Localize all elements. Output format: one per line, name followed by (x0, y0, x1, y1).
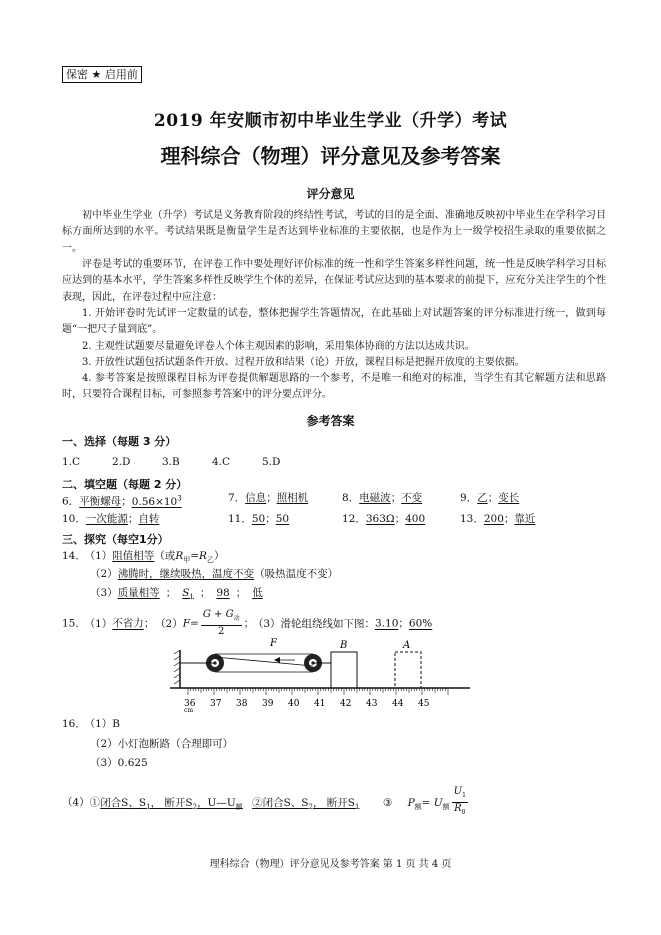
separator: ； (398, 617, 409, 630)
question-14-part-2 (90, 567, 338, 581)
separator: ； (143, 617, 155, 630)
answer-9b: 变长 (498, 492, 520, 504)
step-2-open: ， 断开S (312, 796, 355, 809)
symbol-r: R (199, 550, 207, 562)
part-label: （1） (89, 617, 113, 630)
question-number: 15． (62, 617, 86, 630)
opinion-paragraph-4: 2. 主观性试题要尽量避免评卷人个体主观因素的影响，采用集体协商的方法以达成共识。 (82, 341, 475, 352)
answer-14-3b: S (182, 587, 190, 599)
question-number: 16． (62, 718, 86, 730)
choice-answer-3: 3.B (162, 456, 180, 468)
part-label: （2） (160, 617, 183, 630)
fraction-numerator: G + G (202, 609, 234, 620)
pulley-diagram (170, 634, 470, 712)
answer-15-3b: 60% (408, 617, 433, 630)
section-3-title: 三、探究（每空1分） (62, 533, 169, 546)
part-label: （1） (89, 550, 113, 562)
question-16-part-3: （3）0.625 (90, 757, 148, 769)
answer-6a: 平衡螺母 (79, 495, 122, 508)
question-number: 8． (342, 492, 360, 504)
opinion-paragraph-2: 评卷是考试的重要环节，在评卷工作中要处理好评价标准的统一性和学生答案多样性问题，统一性是反映学科学习目标应达到的基本水平，学生答案多样性反映学生个体的差异，在保证考试应达到的基本要求的前提下，应充分关注学生的个性表现，因此，在评卷过程中应注意： (62, 259, 606, 303)
fill-answer-7 (228, 491, 308, 505)
answers-heading: 参考答案 (306, 414, 355, 428)
answer-10a: 一次能源 (85, 513, 128, 525)
opinion-paragraph-5: 3. 开放性试题包括试题条件开放、过程开放和结果（论）开放，课程目标是把握开放度的主要依据。 (82, 357, 525, 368)
question-14-part-3 (90, 586, 263, 604)
opinion-paragraph-3: 1. 开始评卷时先试评一定数量的试卷，整体把握学生答题情况，在此基础上对试题答案的评分标准进行统一，做到每题“一把尺子量到底”。 (62, 308, 606, 336)
ruler-label-45: 45 (418, 699, 430, 709)
step-2: ②闭合S、S (252, 796, 309, 809)
ruler-label-37: 37 (210, 699, 222, 709)
separator: ； (199, 587, 211, 599)
equals: = (190, 550, 200, 562)
subscript: 1 (462, 792, 466, 799)
part-label: （2） (90, 568, 118, 580)
answer-12a: 363Ω (365, 513, 395, 525)
block-a (395, 652, 421, 688)
block-a-label: A (403, 640, 411, 651)
symbol-r: R (175, 550, 184, 562)
question-number: 12． (342, 513, 366, 525)
subscript: 2 (308, 802, 313, 811)
answer-13a: 200 (483, 513, 504, 525)
power-fraction (452, 786, 468, 819)
formula-lhs: F= (182, 617, 199, 630)
question-number: 10． (62, 513, 86, 525)
answer-6b-exponent: 3 (177, 494, 182, 502)
subscript: 额 (442, 802, 450, 811)
subscript: 额 (235, 802, 243, 811)
section-2-title: 二、填空题（每题 2 分） (62, 478, 188, 491)
answer-14-3d: 低 (252, 587, 263, 599)
question-number: 13． (460, 513, 484, 525)
step-1-mid: 、S (128, 796, 147, 809)
force-label: F (270, 638, 277, 649)
answer-13b: 靠近 (514, 513, 536, 525)
block-b-label: B (340, 640, 348, 651)
ruler-label-41: 41 (314, 699, 326, 709)
fraction-numerator: U (453, 786, 463, 797)
part-label: （4）① (62, 796, 101, 809)
answer-14-1: 阻值相等 (112, 550, 155, 562)
answer-12b: 400 (405, 513, 426, 525)
subscript: 额 (414, 802, 422, 811)
answer-11a: 50 (251, 513, 266, 525)
fraction-denominator: 2 (218, 626, 225, 637)
separator: ； (127, 513, 139, 525)
step-1-open: ， 断开S (150, 796, 193, 809)
fill-answer-9 (460, 491, 519, 505)
opinion-paragraph-6: 4. 参考答案是按照课程目标为评卷提供解题思路的一个参考，不是唯一和绝对的标准，当学生有其它解题方法和思路时，只要符合课程目标，可参照参考答案中的评分要点评分。 (62, 373, 606, 401)
ruler-label-39: 39 (262, 699, 274, 709)
fraction-denominator: R (454, 803, 462, 814)
answer-14-3a: 质量相等 (117, 587, 160, 599)
question-number: 7． (228, 492, 246, 504)
separator: ； (121, 495, 132, 508)
answer-7b: 照相机 (276, 492, 309, 504)
fill-answer-13 (460, 512, 535, 526)
subscript: 动 (233, 615, 240, 622)
separator: ； (243, 617, 255, 630)
choice-answer-5: 5.D (262, 456, 281, 468)
alt-answer: （吸热温度不变） (254, 568, 339, 580)
answer-10b: 自转 (138, 513, 160, 525)
subscript: 0 (461, 809, 466, 816)
block-b (331, 652, 357, 688)
answer-14-2: 沸腾时，继续吸热，温度不变 (117, 568, 255, 580)
subscript: 1 (355, 802, 360, 811)
choice-answer-2: 2.D (112, 456, 131, 468)
choice-answer-1: 1.C (62, 456, 81, 468)
step-3-marker: ③ (382, 796, 393, 809)
separator: ； (165, 587, 177, 599)
step-1-voltage: ，U—U (197, 796, 236, 809)
page-footer: 理科综合（物理）评分意见及参考答案 第 1 页 共 4 页 (209, 859, 452, 870)
alt-open: （或 (154, 550, 176, 562)
ruler-label-38: 38 (236, 699, 248, 709)
confidential-label: 保密 ★ 启用前 (62, 66, 142, 83)
fill-answer-6 (62, 491, 182, 509)
separator: ； (487, 492, 499, 504)
question-number: 14． (62, 550, 86, 562)
part-label: （3） (90, 587, 118, 599)
ruler-label-36: 36 (184, 699, 196, 709)
subscript: 1 (146, 802, 151, 811)
answer-6b: 0.56×10 (131, 495, 178, 508)
question-number: 6． (62, 495, 80, 508)
power-equals: = U (421, 796, 443, 809)
answer-8a: 电磁波 (359, 492, 391, 504)
subscript: 1 (189, 593, 194, 602)
ruler-label-44: 44 (392, 699, 404, 709)
answer-14-3c: 98 (216, 587, 230, 599)
choice-answer-4: 4.C (212, 456, 231, 468)
alt-close: ） (213, 550, 225, 562)
question-number: 11． (228, 513, 252, 525)
exam-title: 2019 年安顺市初中毕业生学业（升学）考试 (153, 111, 508, 131)
separator: ； (390, 492, 402, 504)
separator: ； (394, 513, 406, 525)
opinion-heading: 评分意见 (306, 187, 355, 201)
question-14-part-1 (62, 549, 224, 567)
answer-8b: 不变 (401, 492, 423, 504)
ruler-label-43: 43 (366, 699, 378, 709)
question-16-part-4 (62, 786, 470, 819)
answer-11b: 50 (275, 513, 290, 525)
separator: ； (503, 513, 515, 525)
part-label: （3）滑轮组绕线如下图： (258, 617, 376, 630)
question-16-part-1 (62, 717, 120, 731)
subscript: 2 (192, 802, 198, 811)
ruler-label-40: 40 (288, 699, 300, 709)
fill-answer-8 (342, 491, 422, 505)
subscript: 乙 (206, 556, 214, 565)
ruler-unit: cm (184, 707, 194, 712)
power-symbol: P (407, 796, 415, 809)
answer-7a: 信息 (245, 492, 267, 504)
separator: ； (266, 492, 277, 504)
question-number: 9． (460, 492, 478, 504)
fill-answer-12 (342, 512, 425, 526)
question-16-part-2: （2）小灯泡断路（合理即可） (90, 738, 234, 750)
answer-16-1: （1）B (89, 718, 121, 730)
separator: ； (265, 513, 276, 525)
answer-15-1: 不省力 (112, 617, 144, 630)
answer-9a: 乙 (477, 492, 488, 504)
document-subtitle: 理科综合（物理）评分意见及参考答案 (160, 144, 501, 168)
fill-answer-11 (228, 512, 289, 526)
step-1: 闭合S (100, 796, 129, 809)
fill-answer-10 (62, 512, 159, 526)
section-1-title: 一、选择（每题 3 分） (62, 435, 177, 448)
ruler-label-42: 42 (340, 699, 352, 709)
separator: ； (235, 587, 247, 599)
opinion-paragraph-1: 初中毕业生学业（升学）考试是义务教育阶段的终结性考试，考试的目的是全面、准确地反映初中毕业生在学科学习目标方面所达到的水平。考试结果既是衡量学生是否达到毕业标准的主要依据，也是作为上一级学校招生录取的重要依据之一。 (62, 210, 606, 254)
answer-15-3a: 3.10 (375, 617, 399, 630)
subscript: 甲 (183, 556, 191, 565)
